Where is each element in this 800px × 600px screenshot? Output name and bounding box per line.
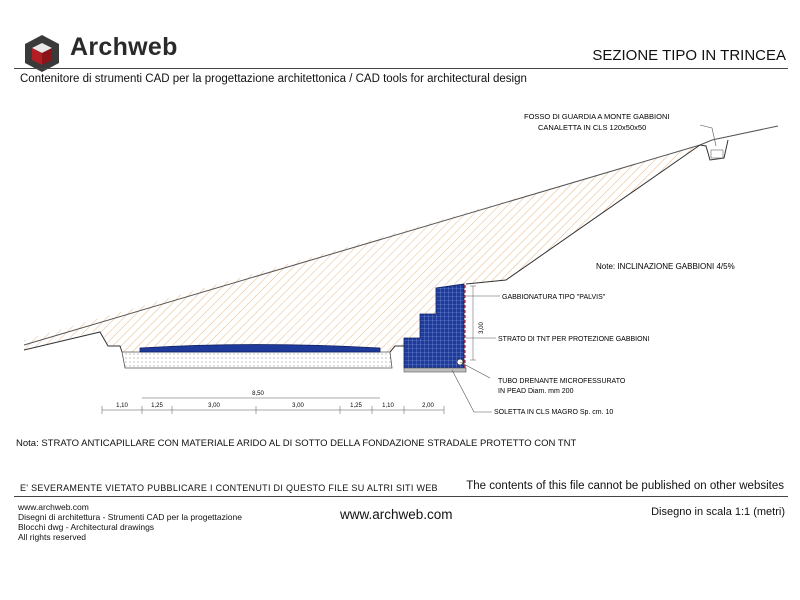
label-gabbionatura: GABBIONATURA TIPO "PALVIS" — [502, 294, 606, 301]
dim-5: 1,25 — [350, 403, 362, 409]
drawing-title: SEZIONE TIPO IN TRINCEA — [592, 47, 786, 64]
footer-divider — [14, 496, 788, 497]
road-subbase — [122, 352, 392, 368]
height-dimension: 3,00 — [479, 322, 485, 334]
warning-english: The contents of this file cannot be published on other websites — [466, 480, 784, 492]
note-text: Nota: STRATO ANTICAPILLARE CON MATERIALE ARIDO AL DI SOTTO DELLA FONDAZIONE STRADALE PROTETTO CON TNT — [16, 438, 577, 449]
excavation-area — [24, 145, 700, 352]
footer-line-2: Disegni di architettura - Strumenti CAD per la progettazione — [18, 512, 242, 522]
label-tubo-line1: TUBO DRENANTE MICROFESSURATO — [498, 378, 626, 385]
lean-concrete-slab — [404, 368, 466, 372]
label-fosso-line1: FOSSO DI GUARDIA A MONTE GABBIONI — [524, 112, 670, 121]
label-fosso-line2: CANALETTA IN CLS 120x50x50 — [538, 123, 647, 132]
brand-name: Archweb — [70, 33, 178, 61]
dim-7: 2,00 — [422, 403, 434, 409]
footer-line-4: All rights reserved — [18, 532, 87, 542]
subtitle: Contenitore di strumenti CAD per la progettazione architettonica / CAD tools for architectural design — [20, 73, 527, 85]
dim-4: 3,00 — [292, 403, 304, 409]
dim-2: 1,25 — [151, 403, 163, 409]
total-width-dimension: 8,50 — [252, 391, 264, 397]
label-soletta: SOLETTA IN CLS MAGRO Sp. cm. 10 — [494, 409, 614, 416]
footer-line-3: Blocchi dwg - Architectural drawings — [18, 522, 155, 532]
dim-6: 1,10 — [382, 403, 394, 409]
footer-left-block — [18, 502, 242, 542]
footer-line-1[interactable]: www.archweb.com — [18, 502, 89, 512]
footer-scale: Disegno in scala 1:1 (metri) — [651, 506, 785, 518]
warning-italian: E' SEVERAMENTE VIETATO PUBBLICARE I CONTENUTI DI QUESTO FILE SU ALTRI SITI WEB — [20, 483, 438, 493]
label-tnt: STRATO DI TNT PER PROTEZIONE GABBIONI — [498, 336, 650, 343]
dim-3: 3,00 — [208, 403, 220, 409]
dim-1: 1,10 — [116, 403, 128, 409]
label-inclinazione: Note: INCLINAZIONE GABBIONI 4/5% — [596, 262, 735, 271]
footer-website-link[interactable]: www.archweb.com — [340, 507, 453, 522]
label-tubo-line2: IN PEAD Diam. mm 200 — [498, 388, 574, 395]
